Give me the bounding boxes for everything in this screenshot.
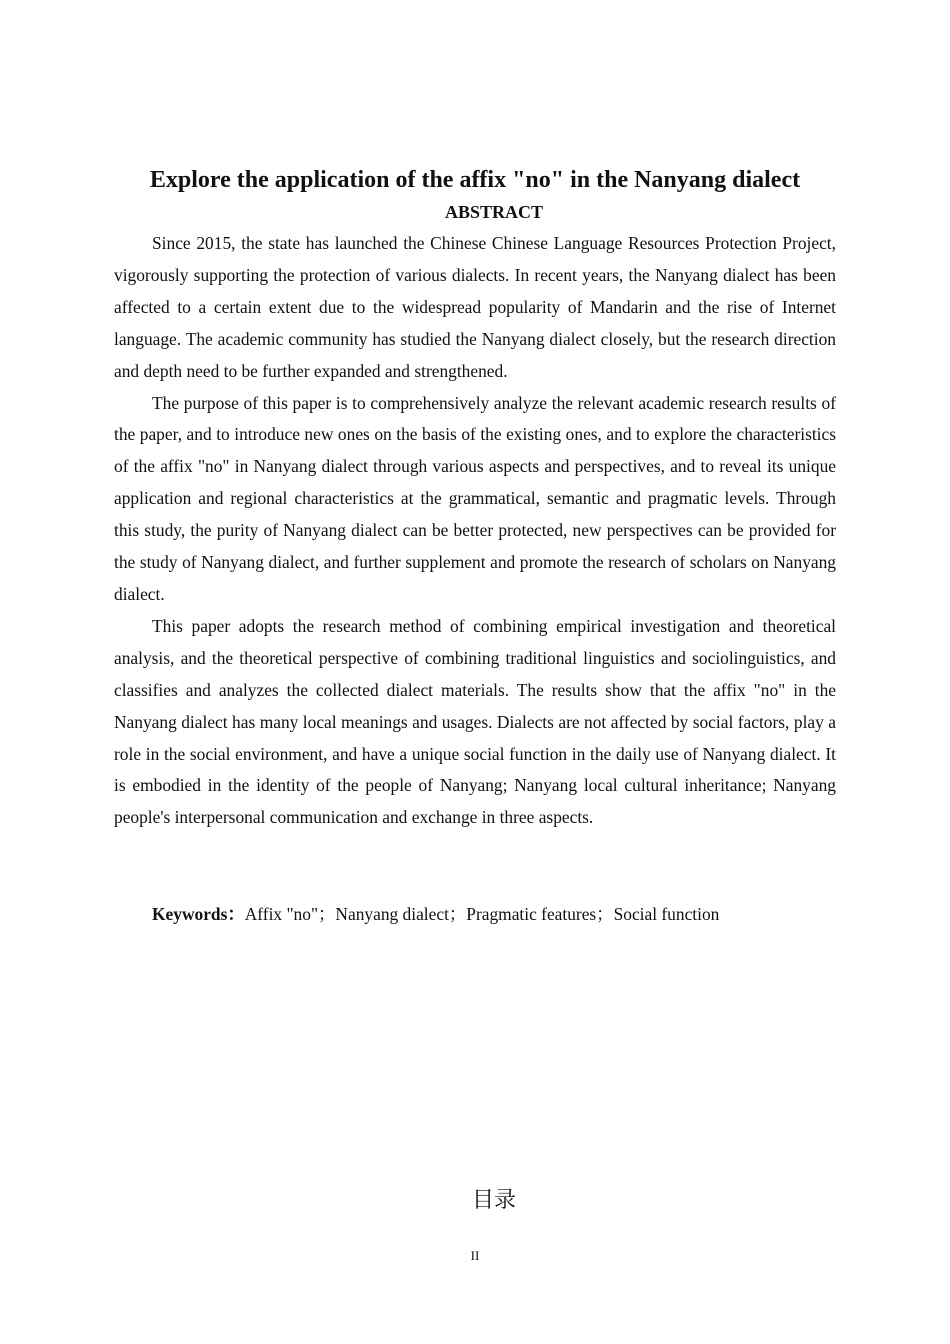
toc-heading: 目录 bbox=[471, 1188, 516, 1213]
abstract-paragraph-2: The purpose of this paper is to comprehensively analyze the relevant academic research results of the paper, and to introduce new ones on the basis of the existing ones, and to explore the characteristics of the affix "no" in Nanyang dialect through various aspects and perspectives, and to reveal its unique application and regional characteristics at the grammatical, semantic and pragmatic levels. Through this study, the purity of Nanyang dialect can be better protected, new perspectives can be provided for the study of Nanyang dialect, and further supplement and promote the research of scholars on Nanyang dialect. bbox=[114, 392, 836, 604]
abstract-paragraph-3: This paper adopts the research method of combining empirical investigation and theoretical analysis, and the theoretical perspective of combining traditional linguistics and sociolinguistics, and classifies and analyzes the collected dialect materials. The results show that the affix "no" in the Nanyang dialect has many local meanings and usages. Dialects are not affected by social factors, play a role in the social environment, and have a unique social function in the daily use of Nanyang dialect. It is embodied in the identity of the people of Nanyang; Nanyang local cultural inheritance; Nanyang people's interpersonal communication and exchange in three aspects. bbox=[114, 615, 836, 828]
keywords-line bbox=[152, 898, 719, 930]
abstract-body bbox=[114, 228, 836, 834]
abstract-heading: ABSTRACT bbox=[444, 202, 544, 222]
abstract-paragraph-1: Since 2015, the state has launched the Chinese Chinese Language Resources Protection Project, vigorously supporting the protection of various dialects. In recent years, the Nanyang dialect has been affected to a certain extent due to the widespread popularity of Mandarin and the rise of Internet language. The academic community has studied the Nanyang dialect closely, but the research direction and depth need to be further expanded and strengthened. bbox=[114, 233, 836, 381]
page-number: II bbox=[470, 1248, 480, 1263]
keywords-list: Affix "no"；Nanyang dialect；Pragmatic features；Social function bbox=[244, 904, 720, 924]
paper-title: Explore the application of the affix "no" in the Nanyang dialect bbox=[149, 167, 801, 193]
keywords-label: Keywords： bbox=[152, 904, 245, 924]
